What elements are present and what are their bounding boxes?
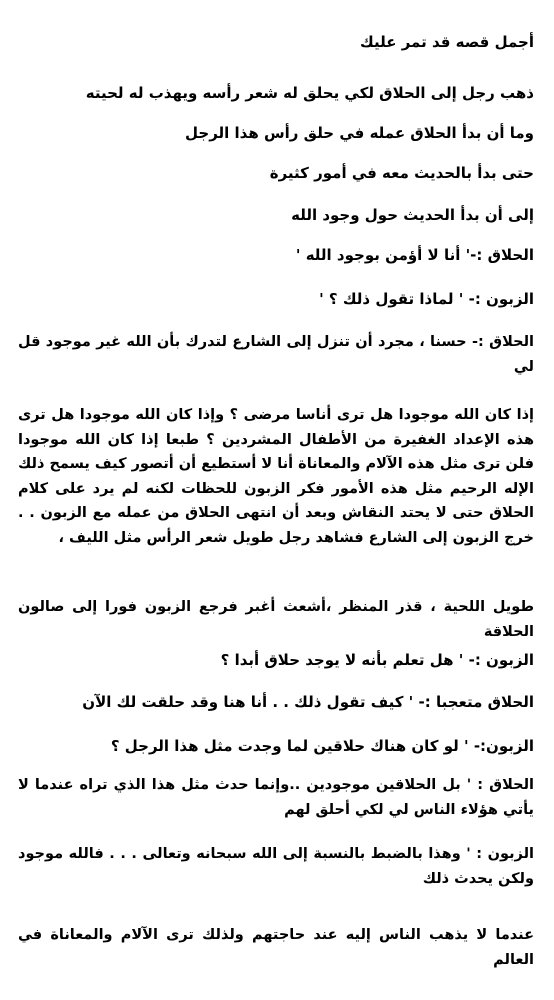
dialogue-paragraph: الحلاق :- حسنا ، مجرد أن تنزل إلى الشارع لتدرك بأن الله غير موجود قل لي [18, 334, 534, 375]
story-line: إلى أن بدأ الحديث حول وجود الله [291, 206, 534, 224]
dialogue-paragraph: الحلاق : ' بل الحلاقين موجودين ..وإنما حدث مثل هذا الذي تراه عندما لا يأتي هؤلاء الناس لي لكي أحلق لهم [18, 777, 534, 818]
dialogue-line: الحلاق :-' أنا لا أؤمن بوجود الله ' [295, 246, 534, 264]
dialogue-line: الزبون :- ' لماذا تقول ذلك ؟ ' [319, 290, 534, 308]
story-title: أجمل قصه قد تمر عليك [360, 33, 534, 51]
story-paragraph: إذا كان الله موجودا هل ترى أناسا مرضى ؟ وإذا كان الله موجودا هل ترى هذه الإعداد الغفيرة من الأطفال المشردين ؟ طبعا إذا كان الله موجودا فلن ترى مثل هذه الآلام والمعاناة أنا لا أستطيع أن أتصور كيف يسمح ذلك الإله الرحيم مثل هذه الأمور فكر الزبون للحظات لكنه لم يرد على كلام الحلاق حتى لا يحتد النقاش وبعد أن انتهى الحلاق من عمله مع الزبون . . خرج الزبون إلى الشارع فشاهد رجل طويل شعر الرأس مثل الليف ، [18, 407, 534, 546]
dialogue-paragraph: الزبون : ' وهذا بالضبط بالنسبة إلى الله سبحانه وتعالى . . . فالله موجود ولكن يحدث ذلك [18, 846, 534, 887]
dialogue-line: الحلاق متعجبا :- ' كيف تقول ذلك . . أنا هنا وقد حلقت لك الآن [82, 693, 534, 711]
dialogue-line: الزبون :- ' هل تعلم بأنه لا يوجد حلاق أبدا ؟ [220, 651, 534, 669]
story-line: وما أن بدأ الحلاق عمله في حلق رأس هذا الرجل [185, 124, 534, 142]
story-paragraph: عندما لا يذهب الناس إليه عند حاجتهم ولذلك ترى الآلام والمعاناة في العالم [18, 927, 534, 968]
story-line: ذهب رجل إلى الحلاق لكي يحلق له شعر رأسه ويهذب له لحيته [85, 84, 534, 102]
dialogue-line: الزبون:- ' لو كان هناك حلاقين لما وجدت مثل هذا الرجل ؟ [110, 737, 534, 755]
story-paragraph: طويل اللحية ، قذر المنظر ،أشعث أغبر فرجع الزبون فورا إلى صالون الحلاقة [18, 599, 534, 640]
story-line: حتى بدأ بالحديث معه في أمور كثيرة [269, 164, 534, 182]
